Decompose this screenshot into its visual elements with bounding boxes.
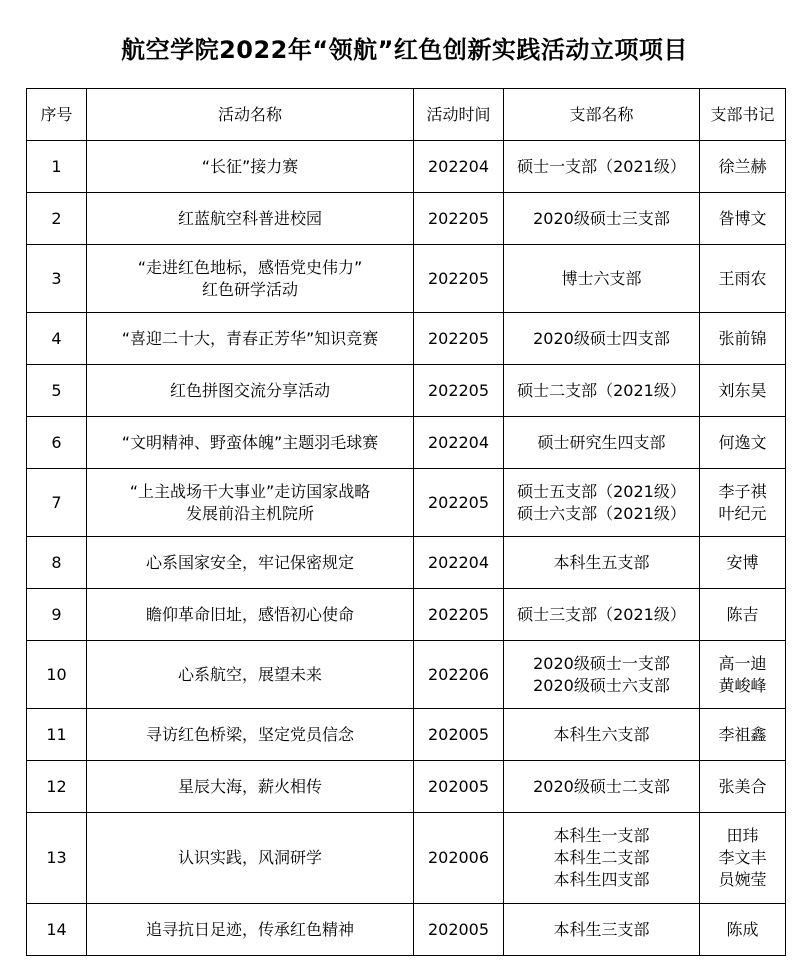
cell-branch-name-line: 硕士研究生四支部 xyxy=(537,432,666,452)
cell-activity-name xyxy=(87,141,414,193)
cell-activity-name-line: 寻访红色桥梁，坚定党员信念 xyxy=(145,724,354,744)
cell-branch-secretary-line: 张美合 xyxy=(718,776,767,796)
cell-branch-secretary-line: 李子祺 xyxy=(718,481,767,501)
cell-branch-name-line: 本科生二支部 xyxy=(553,848,650,867)
cell-activity-time: 202005 xyxy=(414,709,504,761)
cell-branch-name xyxy=(504,761,700,813)
cell-branch-secretary xyxy=(700,904,786,956)
cell-activity-name-line: 追寻抗日足迹，传承红色精神 xyxy=(145,919,354,939)
cell-activity-time: 202005 xyxy=(414,904,504,956)
cell-activity-time: 202005 xyxy=(414,761,504,813)
cell-no: 12 xyxy=(27,761,87,813)
cell-branch-name-line: 2020级硕士三支部 xyxy=(533,208,670,228)
header-activity-time: 活动时间 xyxy=(414,89,504,141)
table-row xyxy=(27,813,786,904)
cell-branch-name xyxy=(504,313,700,365)
table-row xyxy=(27,709,786,761)
cell-branch-name-line: 硕士六支部（2021级） xyxy=(517,503,686,523)
table-row xyxy=(27,245,786,313)
table-row xyxy=(27,761,786,813)
cell-no: 6 xyxy=(27,417,87,469)
cell-branch-secretary-line: 陈成 xyxy=(726,919,759,939)
table-row xyxy=(27,537,786,589)
cell-activity-name xyxy=(87,813,414,904)
cell-no: 13 xyxy=(27,813,87,904)
cell-branch-name xyxy=(504,469,700,537)
projects-table xyxy=(26,88,786,956)
cell-activity-time: 202205 xyxy=(414,469,504,537)
cell-branch-secretary xyxy=(700,141,786,193)
cell-activity-time: 202204 xyxy=(414,537,504,589)
cell-branch-secretary-line: 陈吉 xyxy=(726,604,759,624)
cell-branch-secretary xyxy=(700,761,786,813)
table-row xyxy=(27,193,786,245)
cell-branch-name xyxy=(504,589,700,641)
cell-branch-secretary xyxy=(700,313,786,365)
cell-branch-name xyxy=(504,537,700,589)
cell-branch-name xyxy=(504,904,700,956)
table-row xyxy=(27,469,786,537)
cell-branch-name-line: 本科生五支部 xyxy=(553,552,650,572)
cell-activity-name-line: “文明精神、野蛮体魄”主题羽毛球赛 xyxy=(121,432,379,452)
cell-activity-time: 202006 xyxy=(414,813,504,904)
cell-activity-time: 202205 xyxy=(414,193,504,245)
header-branch-name: 支部名称 xyxy=(504,89,700,141)
cell-branch-secretary-line: 何逸文 xyxy=(718,432,767,452)
cell-branch-secretary-line: 叶纪元 xyxy=(718,503,767,523)
page-title: 航空学院2022年“领航”红色创新实践活动立项项目 xyxy=(121,36,688,64)
cell-branch-secretary xyxy=(700,469,786,537)
cell-no: 14 xyxy=(27,904,87,956)
cell-branch-secretary xyxy=(700,813,786,904)
cell-branch-secretary-line: 刘东昊 xyxy=(718,380,767,400)
cell-branch-secretary xyxy=(700,589,786,641)
table-row xyxy=(27,313,786,365)
cell-activity-name xyxy=(87,537,414,589)
cell-activity-time: 202206 xyxy=(414,641,504,709)
cell-branch-name-line: 2020级硕士一支部 xyxy=(533,653,670,673)
cell-branch-secretary xyxy=(700,537,786,589)
cell-activity-name-line: 红蓝航空科普进校园 xyxy=(177,208,322,228)
cell-activity-name-line: 红色拼图交流分享活动 xyxy=(169,380,330,400)
cell-branch-name-line: 硕士二支部（2021级） xyxy=(517,380,686,400)
cell-activity-name-line: “喜迎二十大，青春正芳华”知识竞赛 xyxy=(121,328,379,348)
cell-activity-name xyxy=(87,193,414,245)
table-row xyxy=(27,904,786,956)
cell-branch-secretary-line: 张前锦 xyxy=(718,328,767,348)
cell-activity-name xyxy=(87,761,414,813)
cell-activity-name xyxy=(87,904,414,956)
header-activity-name: 活动名称 xyxy=(87,89,414,141)
cell-activity-name xyxy=(87,469,414,537)
cell-branch-name-line: 本科生六支部 xyxy=(553,724,650,744)
cell-activity-time: 202205 xyxy=(414,313,504,365)
cell-branch-secretary xyxy=(700,193,786,245)
cell-activity-name-line: 瞻仰革命旧址，感悟初心使命 xyxy=(145,604,354,624)
cell-branch-name-line: 本科生四支部 xyxy=(553,870,650,889)
cell-branch-name xyxy=(504,417,700,469)
cell-no: 9 xyxy=(27,589,87,641)
table-body xyxy=(27,141,786,956)
cell-activity-name-line: 发展前沿主机院所 xyxy=(185,503,314,523)
cell-activity-time: 202204 xyxy=(414,141,504,193)
cell-no: 4 xyxy=(27,313,87,365)
cell-branch-secretary xyxy=(700,709,786,761)
cell-branch-secretary-line: 王雨农 xyxy=(718,268,767,288)
cell-branch-name-line: 硕士五支部（2021级） xyxy=(517,481,686,501)
header-row xyxy=(27,89,786,141)
cell-branch-secretary-line: 李祖鑫 xyxy=(718,724,767,744)
table-row xyxy=(27,417,786,469)
cell-branch-name xyxy=(504,245,700,313)
cell-no: 1 xyxy=(27,141,87,193)
cell-branch-name-line: 本科生一支部 xyxy=(553,826,650,845)
cell-branch-name-line: 硕士一支部（2021级） xyxy=(517,156,686,176)
cell-branch-secretary-line: 安博 xyxy=(726,552,759,572)
cell-activity-name-line: “上主战场干大事业”走访国家战略 xyxy=(129,481,371,501)
header-no: 序号 xyxy=(27,89,87,141)
cell-branch-secretary-line: 李文丰 xyxy=(718,848,767,867)
cell-branch-name xyxy=(504,709,700,761)
cell-branch-secretary-line: 员婉莹 xyxy=(718,870,767,889)
cell-branch-secretary xyxy=(700,245,786,313)
cell-activity-time: 202205 xyxy=(414,589,504,641)
cell-branch-secretary xyxy=(700,417,786,469)
header-branch-secretary: 支部书记 xyxy=(700,89,786,141)
cell-no: 7 xyxy=(27,469,87,537)
cell-branch-secretary-line: 徐兰赫 xyxy=(718,156,767,176)
cell-no: 2 xyxy=(27,193,87,245)
cell-activity-name-line: “走进红色地标，感悟党史伟力” xyxy=(137,257,363,277)
cell-activity-name-line: 认识实践，风洞研学 xyxy=(177,848,322,867)
cell-branch-name-line: 博士六支部 xyxy=(561,268,642,288)
cell-branch-name-line: 2020级硕士四支部 xyxy=(533,328,670,348)
cell-activity-name xyxy=(87,245,414,313)
cell-activity-name xyxy=(87,313,414,365)
cell-activity-time: 202205 xyxy=(414,245,504,313)
cell-activity-name xyxy=(87,641,414,709)
cell-activity-name xyxy=(87,365,414,417)
cell-branch-name-line: 2020级硕士六支部 xyxy=(533,675,670,695)
cell-branch-name-line: 硕士三支部（2021级） xyxy=(517,604,686,624)
cell-no: 8 xyxy=(27,537,87,589)
table-row xyxy=(27,141,786,193)
cell-branch-secretary-line: 田玮 xyxy=(726,826,759,845)
cell-branch-name xyxy=(504,641,700,709)
cell-branch-name-line: 本科生三支部 xyxy=(553,919,650,939)
cell-branch-secretary-line: 昝博文 xyxy=(718,208,767,228)
cell-activity-name-line: 心系航空，展望未来 xyxy=(177,664,322,684)
cell-branch-secretary xyxy=(700,641,786,709)
cell-branch-name xyxy=(504,193,700,245)
table-row xyxy=(27,365,786,417)
cell-activity-name xyxy=(87,709,414,761)
cell-branch-name xyxy=(504,365,700,417)
cell-activity-name-line: 红色研学活动 xyxy=(201,279,298,299)
cell-activity-name-line: “长征”接力赛 xyxy=(201,156,299,176)
cell-activity-name-line: 心系国家安全，牢记保密规定 xyxy=(145,552,354,572)
cell-no: 5 xyxy=(27,365,87,417)
cell-branch-secretary-line: 黄峻峰 xyxy=(718,675,767,695)
cell-branch-secretary-line: 高一迪 xyxy=(718,653,767,673)
cell-no: 10 xyxy=(27,641,87,709)
cell-activity-name-line: 星辰大海，薪火相传 xyxy=(177,776,322,796)
cell-branch-name xyxy=(504,141,700,193)
cell-branch-name-line: 2020级硕士二支部 xyxy=(533,776,670,796)
cell-no: 3 xyxy=(27,245,87,313)
cell-no: 11 xyxy=(27,709,87,761)
table-row xyxy=(27,641,786,709)
cell-activity-name xyxy=(87,417,414,469)
table-row xyxy=(27,589,786,641)
cell-branch-name xyxy=(504,813,700,904)
cell-branch-secretary xyxy=(700,365,786,417)
cell-activity-time: 202204 xyxy=(414,417,504,469)
cell-activity-name xyxy=(87,589,414,641)
cell-activity-time: 202205 xyxy=(414,365,504,417)
